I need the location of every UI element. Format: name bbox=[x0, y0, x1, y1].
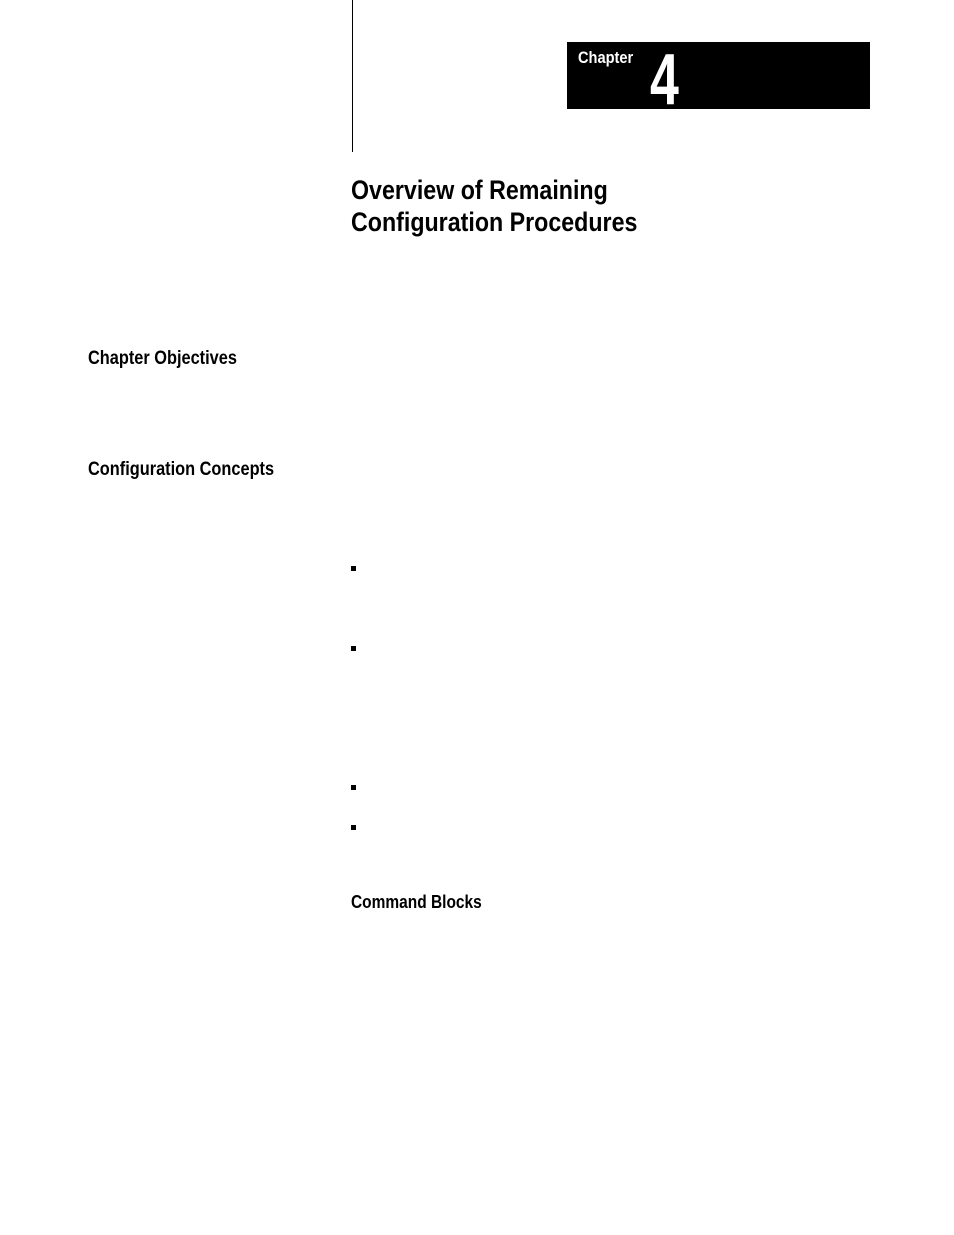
bullet-marker bbox=[351, 646, 356, 651]
page-title-line-1: Overview of Remaining bbox=[351, 175, 608, 205]
heading-configuration-concepts: Configuration Concepts bbox=[88, 459, 275, 480]
vertical-rule bbox=[352, 0, 353, 152]
page-title-line-2: Configuration Procedures bbox=[351, 207, 638, 237]
bullet-marker bbox=[351, 566, 356, 571]
chapter-label: Chapter bbox=[578, 48, 634, 67]
heading-chapter-objectives: Chapter Objectives bbox=[88, 348, 237, 369]
chapter-number: 4 bbox=[650, 40, 679, 120]
chapter-tab bbox=[567, 40, 870, 120]
page-title bbox=[351, 174, 637, 238]
bullet-marker bbox=[351, 785, 356, 790]
bullet-marker bbox=[351, 825, 356, 830]
heading-command-blocks: Command Blocks bbox=[351, 892, 482, 912]
